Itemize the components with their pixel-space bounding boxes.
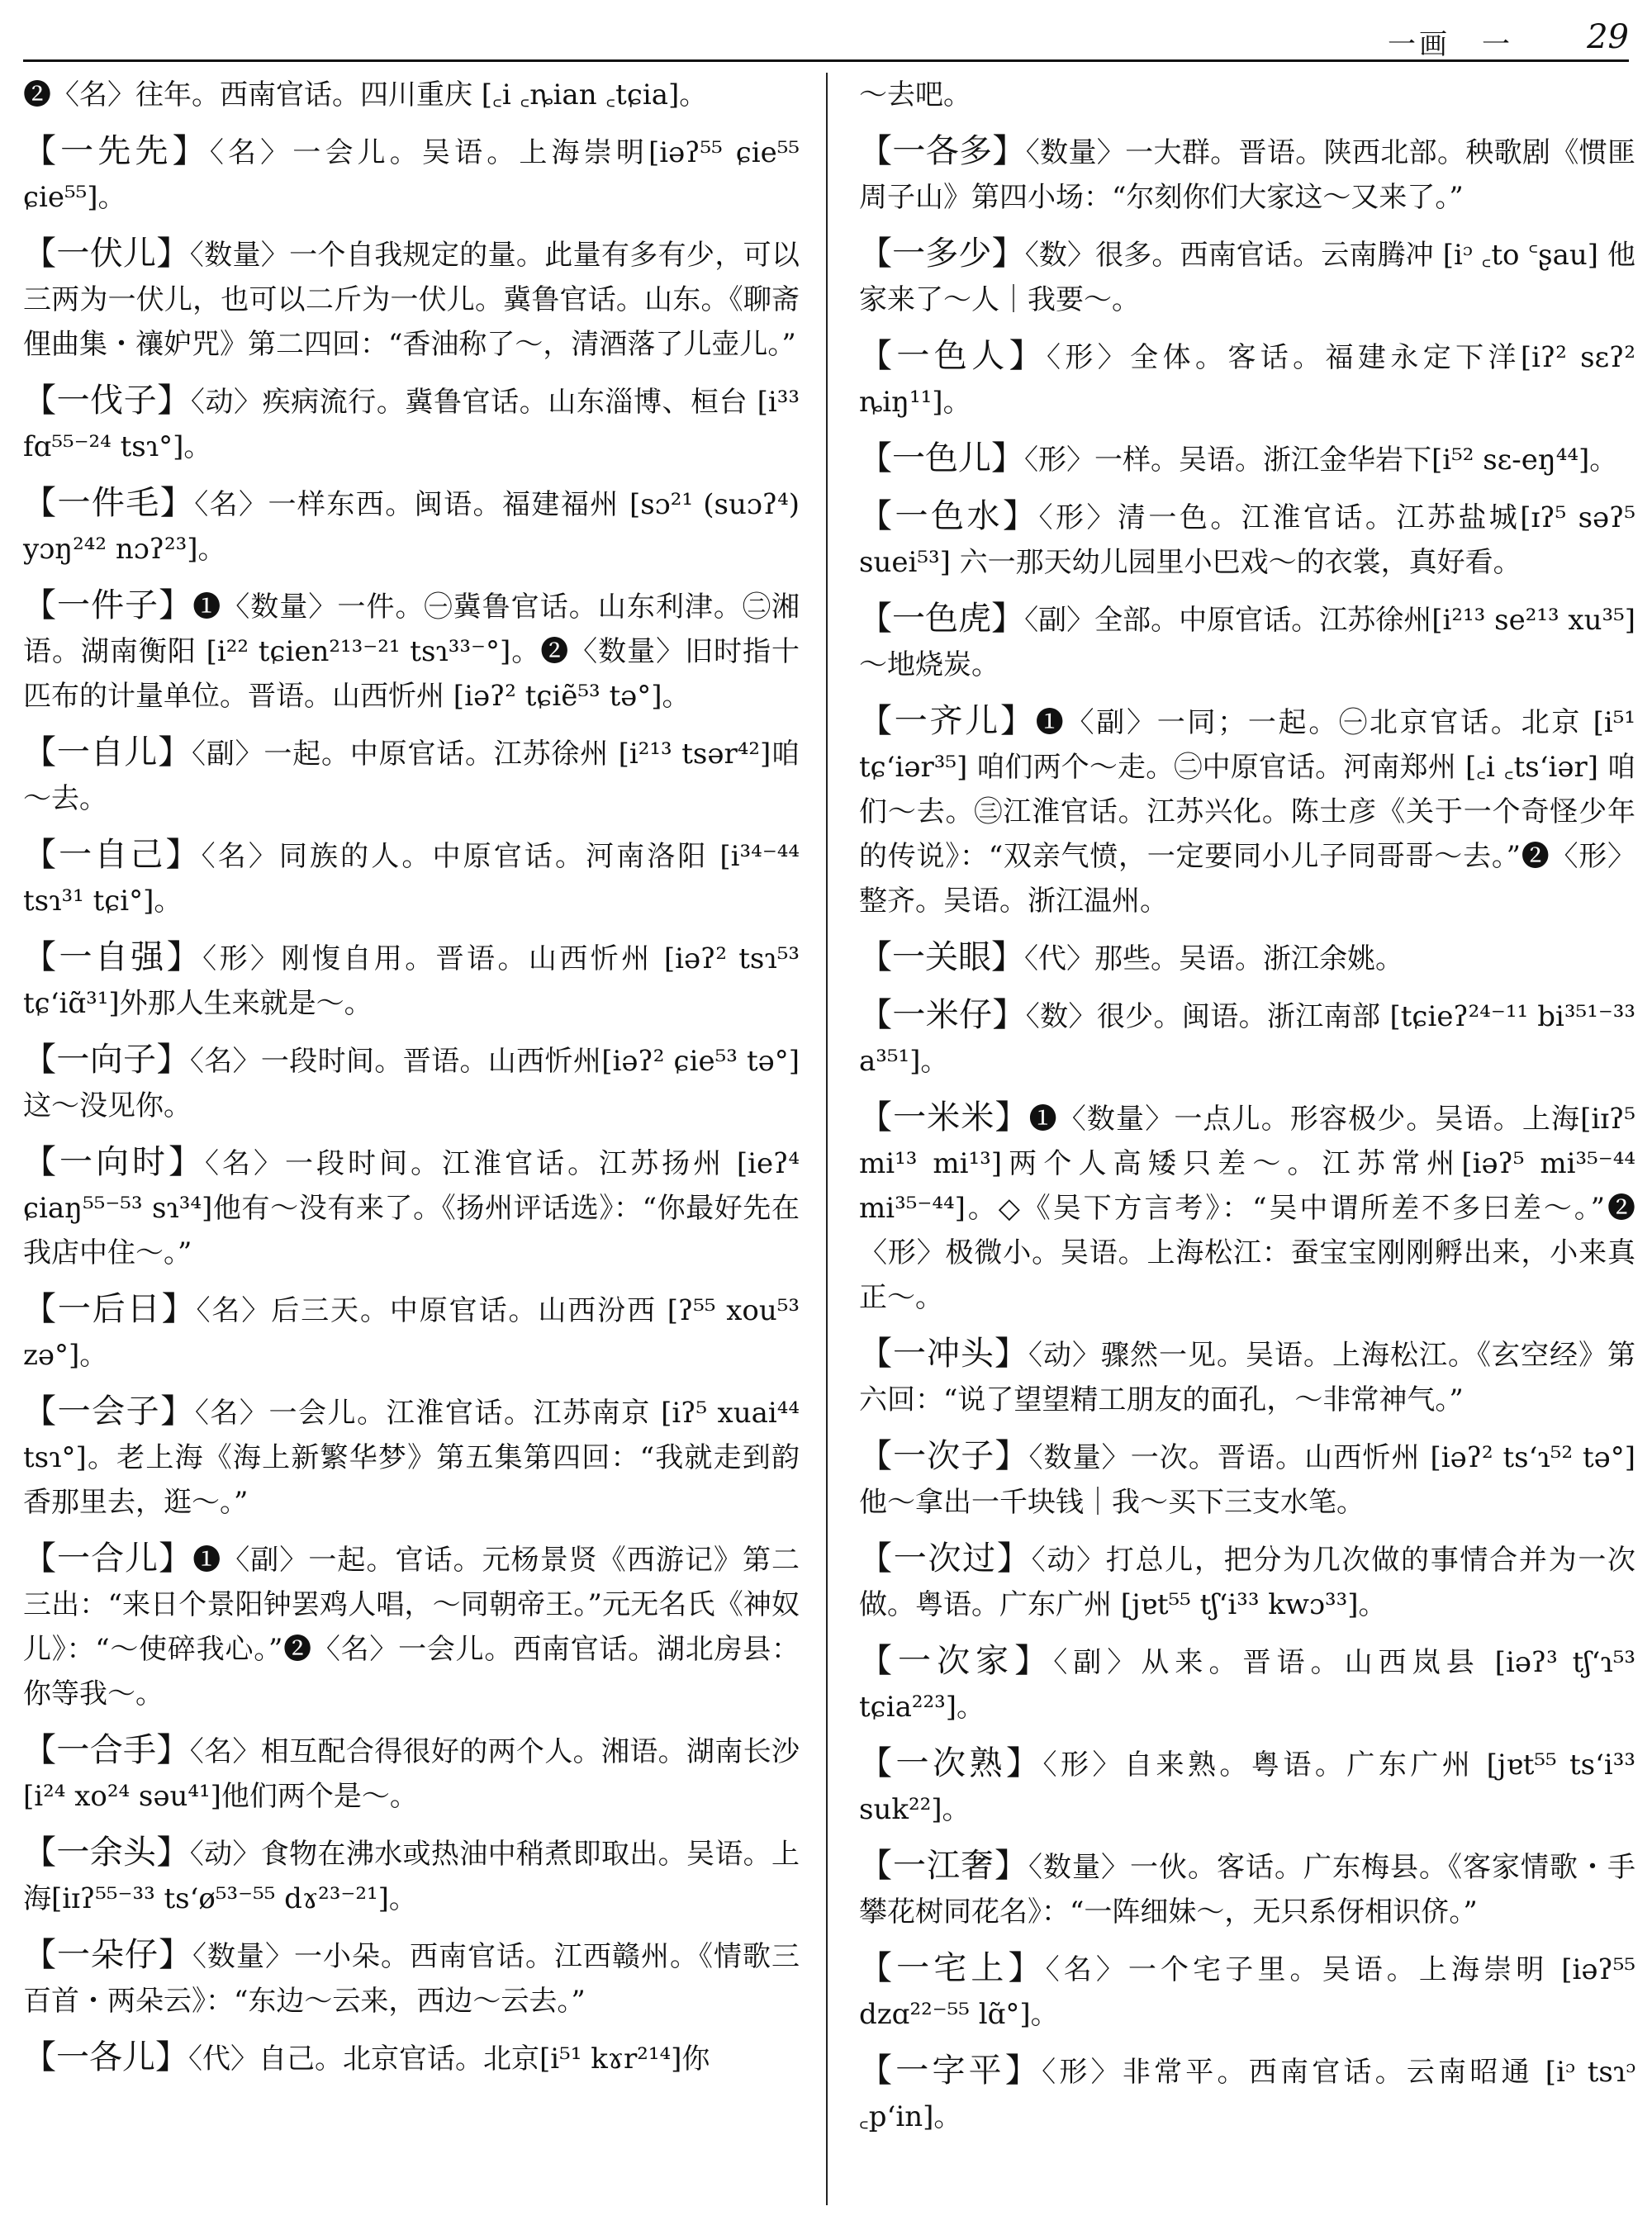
- entry-headword: 一齐儿: [894, 702, 1000, 740]
- entry-headword: 一伐子: [56, 382, 158, 420]
- entry-definition: 〈名〉后三天。中原官话。山西汾西 [ʔ⁵⁵ xou⁵³ zə°]。: [23, 1294, 800, 1372]
- dictionary-entry: 【一色水】〈形〉清一色。江淮官话。江苏盐城[ɪʔ⁵ səʔ⁵ suei⁵³] 六一那天幼儿园里小巴戏～的衣裳，真好看。: [859, 497, 1636, 579]
- dictionary-entry: 【一冲头】〈动〉骤然一见。吴语。上海松江。《玄空经》第六回：“说了望望精工朋友的面孔，～非常神气。”: [859, 1335, 1635, 1416]
- dictionary-entry: 【一色虎】〈副〉全部。中原官话。江苏徐州[i²¹³ se²¹³ xu³⁵]～地烧炭。: [859, 600, 1636, 681]
- entry-definition: 〈形〉清一色。江淮官话。江苏盐城[ɪʔ⁵ səʔ⁵ suei⁵³] 六一那天幼儿园里小巴戏～的衣裳，真好看。: [859, 501, 1636, 579]
- dictionary-entry: 【一色儿】〈形〉一样。吴语。浙江金华岩下[i⁵² sɛ-eŋ⁴⁴]。: [859, 439, 1618, 477]
- column-divider: [826, 73, 828, 2205]
- entry-headword: 一字平: [895, 2052, 1005, 2090]
- entry-headword: 一自儿: [56, 733, 159, 771]
- right-column: [859, 73, 1635, 2197]
- entry-headword: 一色人: [896, 337, 1009, 375]
- entry-definition: ～去吧。: [859, 78, 971, 112]
- entry-definition: ❶〈副〉一同；一起。㊀北京官话。北京 [i⁵¹ tɕʻiər³⁵] 咱们两个～走。㊁中原官话。河南郑州 [꜀i ꜀tsʻiər] 咱们～去。㊂江淮官话。江苏兴化。陈士彦《关于一个奇怪少年的传说》：“双亲气愤，一定要同小儿子同哥哥～去。”❷〈形〉整齐。吴语。浙江温州。: [859, 706, 1636, 918]
- entry-headword: 一宅上: [896, 1949, 1009, 1987]
- entry-definition: 〈数量〉一个自我规定的量。此量有多有少，可以三两为一伏儿，也可以二斤为一伏儿。冀鲁官话。山东。《聊斋俚曲集・禳妒咒》第二四回：“香油称了～，清酒落了儿壶儿。”: [23, 239, 800, 361]
- dictionary-entry: 【一向子】〈名〉一段时间。晋语。山西忻州[iəʔ² ɕie⁵³ tə°]这～没见你。: [23, 1041, 800, 1122]
- entry-definition: ❶〈数量〉一点儿。形容极少。吴语。上海[iɪʔ⁵ mi¹³ mi¹³]两个人高矮只差～。江苏常州[iəʔ⁵ mi³⁵⁻⁴⁴ mi³⁵⁻⁴⁴]。◇《吴下方言考》：“吴中谓所差不多曰差～。”❷〈形〉极微小。吴语。上海松江：蚕宝宝刚刚孵出来，小来真正～。: [859, 1103, 1636, 1314]
- entry-headword: 一江奢: [893, 1847, 995, 1885]
- entry-headword: 一向时: [59, 1143, 169, 1181]
- entry-headword: 一关眼: [892, 938, 991, 976]
- dictionary-entry: 【一合手】〈名〉相互配合得很好的两个人。湘语。湖南长沙[i²⁴ xo²⁴ səu⁴¹]他们两个是～。: [23, 1731, 800, 1813]
- entry-headword: 一向子: [56, 1041, 157, 1079]
- entry-headword: 一米米: [893, 1098, 995, 1136]
- entry-headword: 一次家: [898, 1642, 1015, 1680]
- entry-headword: 一自强: [59, 938, 167, 976]
- entry-headword: 一色虎: [892, 600, 992, 638]
- entry-definition: 〈动〉疾病流行。冀鲁官话。山东淄博、桓台 [i³³ fɑ⁵⁵⁻²⁴ tsɿ°]。: [23, 386, 800, 463]
- entry-headword: 一次熟: [895, 1744, 1006, 1782]
- entry-definition: ❶〈数量〉一件。㊀冀鲁官话。山东利津。㊁湘语。湖南衡阳 [i²² tɕien²¹³⁻²¹ tsɿ³³⁻°]。❷〈数量〉旧时指十匹布的计量单位。晋语。山西忻州 [iəʔ² tɕiẽ⁵³ tə°]。: [23, 591, 800, 713]
- entry-definition: 〈数量〉一大群。晋语。陕西北部。秧歌剧《惯匪周子山》第四小场：“尔刻你们大家这～又来了。”: [859, 136, 1636, 214]
- entry-headword: 一会子: [57, 1393, 161, 1431]
- entry-definition: 〈名〉一个宅子里。吴语。上海崇明 [iəʔ⁵⁵ dzɑ²²⁻⁵⁵ lɑ̃°]。: [859, 1953, 1636, 2031]
- entry-headword: 一合手: [56, 1731, 157, 1769]
- dictionary-entry: 【一伏儿】〈数量〉一个自我规定的量。此量有多有少，可以三两为一伏儿，也可以二斤为一伏儿。冀鲁官话。山东。《聊斋俚曲集・禳妒咒》第二四回：“香油称了～，清酒落了儿壶儿。”: [23, 235, 800, 361]
- entry-headword: 一米仔: [892, 996, 993, 1034]
- entry-headword: 一后日: [57, 1290, 162, 1328]
- entry-definition: 〈名〉一段时间。江淮官话。江苏扬州 [ieʔ⁴ ɕiaŋ⁵⁵⁻⁵³ sɿ³⁴]他有～没有来了。《扬州评话选》：“你最好先在我店中住～。”: [23, 1147, 800, 1269]
- entry-continuation: [859, 73, 1635, 117]
- entry-definition: 〈副〉从来。晋语。山西岚县 [iəʔ³ tʃʻɿ⁵³ tɕia²²³]。: [859, 1646, 1635, 1724]
- entry-headword: 一次子: [893, 1437, 995, 1475]
- entry-definition: 〈副〉一起。中原官话。江苏徐州 [i²¹³ tsər⁴²]咱～去。: [23, 738, 800, 815]
- entry-definition: 〈数量〉一次。晋语。山西忻州 [iəʔ² tsʻɿ⁵² tə°]他～拿出一千块钱｜我～买下三支水笔。: [859, 1441, 1636, 1519]
- dictionary-entry: 【一自己】〈名〉同族的人。中原官话。河南洛阳 [i³⁴⁻⁴⁴ tsɿ³¹ tɕi°]。: [23, 836, 800, 918]
- dictionary-entry: 【一件子】❶〈数量〉一件。㊀冀鲁官话。山东利津。㊁湘语。湖南衡阳 [i²² tɕien²¹³⁻²¹ tsɿ³³⁻°]。❷〈数量〉旧时指十匹布的计量单位。晋语。山西忻州 [iəʔ² tɕiẽ⁵³ tə°]。: [23, 586, 800, 713]
- dictionary-entry: 【一米仔】〈数〉很少。闽语。浙江南部 [tɕieʔ²⁴⁻¹¹ bi³⁵¹⁻³³ a³⁵¹]。: [859, 996, 1636, 1078]
- dictionary-entry: 【一先先】〈名〉一会儿。吴语。上海崇明[iəʔ⁵⁵ ɕie⁵⁵ ɕie⁵⁵]。: [23, 132, 800, 214]
- entry-definition: 〈代〉自己。北京官话。北京[i⁵¹ kɤr²¹⁴]你: [188, 2043, 710, 2076]
- dictionary-entry: 【一次子】〈数量〉一次。晋语。山西忻州 [iəʔ² tsʻɿ⁵² tə°]他～拿出一千块钱｜我～买下三支水笔。: [859, 1437, 1636, 1519]
- dictionary-entry: 【一江奢】〈数量〉一伙。客话。广东梅县。《客家情歌・手攀花树同花名》：“一阵细妹～，无只系伢相识侪。”: [859, 1847, 1635, 1929]
- entry-headword: 一朵仔: [57, 1936, 159, 1974]
- entry-headword: 一冲头: [893, 1335, 995, 1373]
- dictionary-entry: 【一宅上】〈名〉一个宅子里。吴语。上海崇明 [iəʔ⁵⁵ dzɑ²²⁻⁵⁵ lɑ̃°]。: [859, 1949, 1636, 2031]
- entry-definition: 〈数量〉一小朵。西南官话。江西赣州。《情歌三百首・两朵云》：“东边～云来，西边～云去。”: [23, 1940, 800, 2018]
- dictionary-entry: 【一米米】❶〈数量〉一点儿。形容极少。吴语。上海[iɪʔ⁵ mi¹³ mi¹³]两个人高矮只差～。江苏常州[iəʔ⁵ mi³⁵⁻⁴⁴ mi³⁵⁻⁴⁴]。◇《吴下方言考》：“吴中谓所差不多曰差～。”❷〈形〉极微小。吴语。上海松江：蚕宝宝刚刚孵出来，小来真正～。: [859, 1098, 1636, 1314]
- entry-definition: ❷〈名〉往年。西南官话。四川重庆 [꜀i ꜀ȵian ꜀tɕia]。: [23, 78, 708, 112]
- entry-headword: 一伏儿: [56, 235, 157, 273]
- dictionary-entry: 【一关眼】〈代〉那些。吴语。浙江余姚。: [859, 938, 1403, 976]
- entry-definition: 〈数〉很少。闽语。浙江南部 [tɕieʔ²⁴⁻¹¹ bi³⁵¹⁻³³ a³⁵¹]。: [859, 1000, 1636, 1078]
- dictionary-entry: 【一伐子】〈动〉疾病流行。冀鲁官话。山东淄博、桓台 [i³³ fɑ⁵⁵⁻²⁴ tsɿ°]。: [23, 382, 800, 463]
- entry-headword: 一各儿: [56, 2038, 155, 2076]
- entry-definition: 〈形〉自来熟。粤语。广东广州 [jɐt⁵⁵ tsʻi³³ suk²²]。: [859, 1748, 1636, 1826]
- entry-headword: 一次过: [893, 1540, 997, 1578]
- entry-headword: 一各多: [892, 132, 993, 170]
- page-number: 29: [1587, 18, 1629, 56]
- entry-definition: 〈数〉很多。西南官话。云南腾冲 [iᵓ ꜀to ꜂ʂau] 他家来了～人｜我要～。: [859, 239, 1636, 316]
- entry-headword: 一色儿: [892, 439, 991, 477]
- dictionary-entry: 【一件毛】〈名〉一样东西。闽语。福建福州 [sɔ²¹ (suɔʔ⁴) yɔŋ²⁴² nɔʔ²³]。: [23, 484, 800, 566]
- entry-headword: 一先先: [60, 132, 173, 170]
- entry-definition: 〈形〉全体。客话。福建永定下洋[iʔ² sɛʔ² ȵiŋ¹¹]。: [859, 341, 1636, 419]
- entry-definition: 〈动〉打总儿，把分为几次做的事情合并为一次做。粤语。广东广州 [jɐt⁵⁵ tʃʻi³³ kwɔ³³]。: [859, 1544, 1636, 1621]
- dictionary-entry: 【一次过】〈动〉打总儿，把分为几次做的事情合并为一次做。粤语。广东广州 [jɐt⁵⁵ tʃʻi³³ kwɔ³³]。: [859, 1540, 1636, 1621]
- entry-definition: 〈形〉一样。吴语。浙江金华岩下[i⁵² sɛ-eŋ⁴⁴]。: [1024, 444, 1618, 477]
- dictionary-entry: 【一会子】〈名〉一会儿。江淮官话。江苏南京 [iʔ⁵ xuai⁴⁴ tsɿ°]。老上海《海上新繁华梦》第五集第四回：“我就走到韵香那里去，逛～。”: [23, 1393, 800, 1519]
- dictionary-entry: 【一朵仔】〈数量〉一小朵。西南官话。江西赣州。《情歌三百首・两朵云》：“东边～云来，西边～云去。”: [23, 1936, 800, 2018]
- dictionary-entry: 【一次熟】〈形〉自来熟。粤语。广东广州 [jɐt⁵⁵ tsʻi³³ suk²²]。: [859, 1744, 1636, 1826]
- dictionary-entry: 【一各多】〈数量〉一大群。晋语。陕西北部。秧歌剧《惯匪周子山》第四小场：“尔刻你们大家这～又来了。”: [859, 132, 1636, 214]
- header-rule: [23, 59, 1629, 62]
- running-title: 一画 一: [1388, 28, 1513, 61]
- entry-definition: 〈名〉一段时间。晋语。山西忻州[iəʔ² ɕie⁵³ tə°]这～没见你。: [23, 1045, 800, 1122]
- entry-headword: 一多少: [892, 235, 992, 273]
- entry-definition: 〈动〉食物在沸水或热油中稍煮即取出。吴语。上海[iɪʔ⁵⁵⁻³³ tsʻø⁵³⁻⁵⁵ dɤ²³⁻²¹]。: [23, 1838, 800, 1915]
- entry-headword: 一件子: [57, 586, 159, 624]
- entry-headword: 一余头: [56, 1834, 157, 1872]
- dictionary-entry: 【一齐儿】❶〈副〉一同；一起。㊀北京官话。北京 [i⁵¹ tɕʻiər³⁵] 咱们两个～走。㊁中原官话。河南郑州 [꜀i ꜀tsʻiər] 咱们～去。㊂江淮官话。江苏兴化。陈士彦《关于一个奇怪少年的传说》：“双亲气愤，一定要同小儿子同哥哥～去。”❷〈形〉整齐。吴语。浙江温州。: [859, 702, 1636, 918]
- entry-headword: 一合儿: [57, 1540, 159, 1578]
- entry-definition: ❶〈副〉一起。官话。元杨景贤《西游记》第二三出：“来日个景阳钟罢鸡人唱，～同朝帝王。”元无名氏《神奴儿》：“～使碎我心。”❷〈名〉一会儿。西南官话。湖北房县：你等我～。: [23, 1544, 800, 1710]
- entry-headword: 一件毛: [57, 484, 160, 522]
- entry-definition: 〈副〉全部。中原官话。江苏徐州[i²¹³ se²¹³ xu³⁵]～地烧炭。: [859, 604, 1636, 681]
- entry-continuation: [23, 73, 800, 117]
- dictionary-entry: 【一各儿】〈代〉自己。北京官话。北京[i⁵¹ kɤr²¹⁴]你: [23, 2038, 710, 2076]
- entry-headword: 一自己: [59, 836, 166, 874]
- entry-definition: 〈代〉那些。吴语。浙江余姚。: [1024, 942, 1403, 975]
- dictionary-entry: 【一次家】〈副〉从来。晋语。山西岚县 [iəʔ³ tʃʻɿ⁵³ tɕia²²³]。: [859, 1642, 1635, 1724]
- dictionary-entry: 【一自儿】〈副〉一起。中原官话。江苏徐州 [i²¹³ tsər⁴²]咱～去。: [23, 733, 800, 815]
- dictionary-entry: 【一多少】〈数〉很多。西南官话。云南腾冲 [iᵓ ꜀to ꜂ʂau] 他家来了～人｜我要～。: [859, 235, 1636, 316]
- dictionary-entry: 【一字平】〈形〉非常平。西南官话。云南昭通 [iᵓ tsɿᵓ ꜀pʻin]。: [859, 2052, 1636, 2133]
- dictionary-entry: 【一向时】〈名〉一段时间。江淮官话。江苏扬州 [ieʔ⁴ ɕiaŋ⁵⁵⁻⁵³ sɿ³⁴]他有～没有来了。《扬州评话选》：“你最好先在我店中住～。”: [23, 1143, 800, 1269]
- entry-definition: 〈名〉一样东西。闽语。福建福州 [sɔ²¹ (suɔʔ⁴) yɔŋ²⁴² nɔʔ²³]。: [23, 488, 800, 566]
- entry-definition: 〈名〉同族的人。中原官话。河南洛阳 [i³⁴⁻⁴⁴ tsɿ³¹ tɕi°]。: [23, 840, 800, 918]
- dictionary-entry: 【一后日】〈名〉后三天。中原官话。山西汾西 [ʔ⁵⁵ xou⁵³ zə°]。: [23, 1290, 800, 1372]
- entry-headword: 一色水: [895, 497, 1003, 535]
- dictionary-entry: 【一余头】〈动〉食物在沸水或热油中稍煮即取出。吴语。上海[iɪʔ⁵⁵⁻³³ tsʻø⁵³⁻⁵⁵ dɤ²³⁻²¹]。: [23, 1834, 800, 1915]
- entry-definition: 〈名〉一会儿。吴语。上海崇明[iəʔ⁵⁵ ɕie⁵⁵ ɕie⁵⁵]。: [23, 136, 800, 214]
- page-header: [23, 15, 1629, 64]
- entry-definition: 〈名〉一会儿。江淮官话。江苏南京 [iʔ⁵ xuai⁴⁴ tsɿ°]。老上海《海上新繁华梦》第五集第四回：“我就走到韵香那里去，逛～。”: [23, 1397, 800, 1519]
- entry-definition: 〈名〉相互配合得很好的两个人。湘语。湖南长沙[i²⁴ xo²⁴ səu⁴¹]他们两个是～。: [23, 1735, 800, 1813]
- entry-definition: 〈数量〉一伙。客话。广东梅县。《客家情歌・手攀花树同花名》：“一阵细妹～，无只系伢相识侪。”: [859, 1851, 1635, 1929]
- dictionary-entry: 【一自强】〈形〉刚愎自用。晋语。山西忻州 [iəʔ² tsɿ⁵³ tɕʻiɑ̃³¹]外那人生来就是～。: [23, 938, 800, 1020]
- entry-definition: 〈动〉骤然一见。吴语。上海松江。《玄空经》第六回：“说了望望精工朋友的面孔，～非常神气。”: [859, 1339, 1635, 1416]
- dictionary-entry: 【一合儿】❶〈副〉一起。官话。元杨景贤《西游记》第二三出：“来日个景阳钟罢鸡人唱，～同朝帝王。”元无名氏《神奴儿》：“～使碎我心。”❷〈名〉一会儿。西南官话。湖北房县：你等我～。: [23, 1540, 800, 1710]
- left-column: [23, 73, 800, 2197]
- dictionary-entry: 【一色人】〈形〉全体。客话。福建永定下洋[iʔ² sɛʔ² ȵiŋ¹¹]。: [859, 337, 1636, 419]
- entry-definition: 〈形〉非常平。西南官话。云南昭通 [iᵓ tsɿᵓ ꜀pʻin]。: [859, 2056, 1636, 2133]
- entry-definition: 〈形〉刚愎自用。晋语。山西忻州 [iəʔ² tsɿ⁵³ tɕʻiɑ̃³¹]外那人生来就是～。: [23, 942, 800, 1020]
